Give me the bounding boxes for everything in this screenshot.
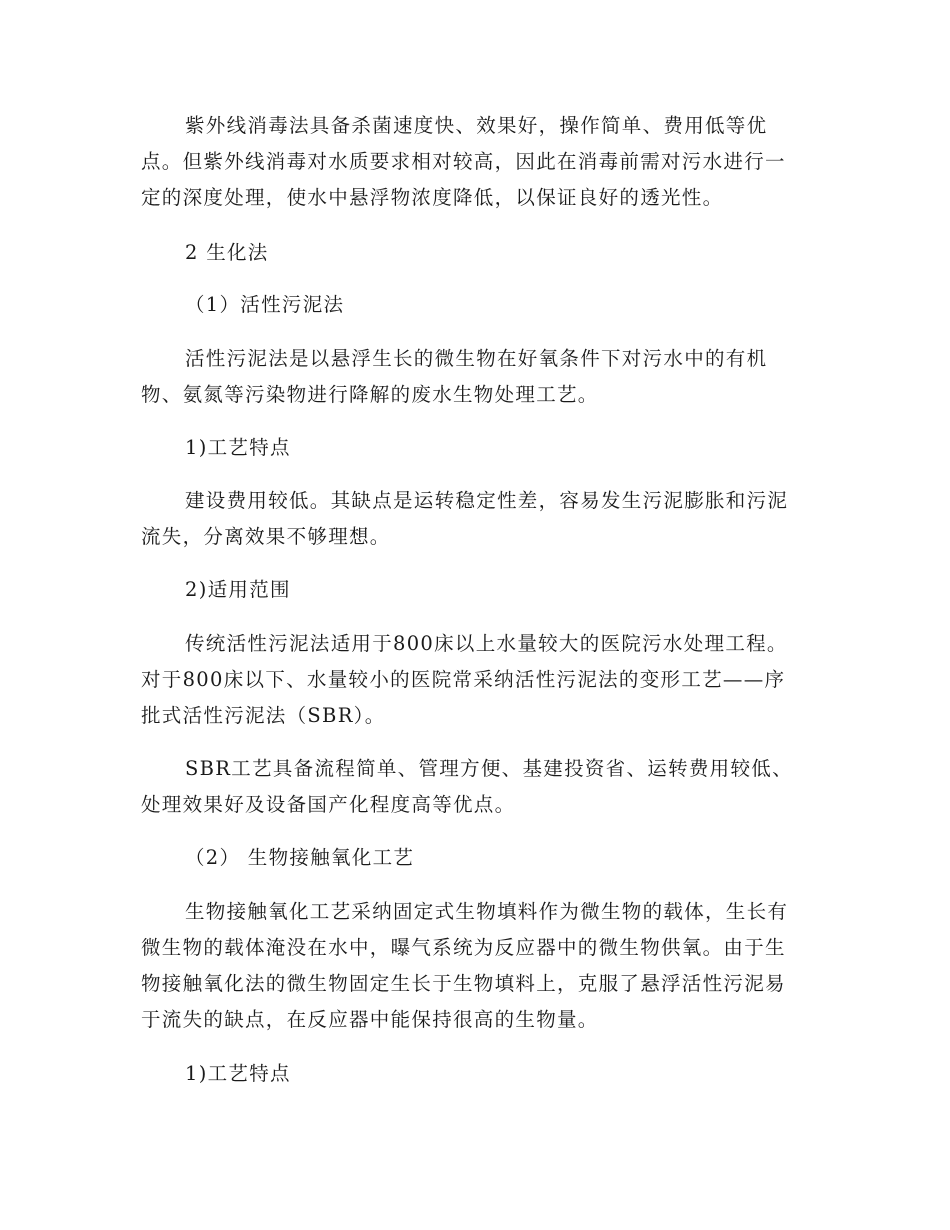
paragraph-sbr: SBR工艺具备流程简单、管理方便、基建投资省、运转费用较低、处理效果好及设备国产化程度高等优点。: [141, 757, 793, 816]
paragraph-contact-oxidation: 生物接触氧化工艺采纳固定式生物填料作为微生物的载体，生长有微生物的载体淹没在水中，曝气系统为反应器中的微生物供氧。由于生物接触氧化法的微生物固定生长于生物填料上，克服了悬浮活性污泥易于流失的缺点，在反应器中能保持很高的生物量。: [141, 900, 789, 1031]
heading-process-features-2: 1)工艺特点: [185, 1062, 291, 1085]
paragraph-process-features: 建设费用较低。其缺点是运转稳定性差，容易发生污泥膨胀和污泥流失，分离效果不够理想。: [141, 489, 789, 548]
paragraph-uv-disinfection: 紫外线消毒法具备杀菌速度快、效果好，操作简单、费用低等优点。但紫外线消毒对水质要求相对较高，因此在消毒前需对污水进行一定的深度处理，使水中悬浮物浓度降低，以保证良好的透光性。: [141, 114, 786, 209]
heading-scope: 2)适用范围: [185, 578, 291, 601]
heading-process-features-1: 1)工艺特点: [185, 436, 291, 459]
paragraph-scope: 传统活性污泥法适用于800床以上水量较大的医院污水处理工程。对于800床以下、水量较小的医院常采纳活性污泥法的变形工艺——序批式活性污泥法（SBR）。: [141, 632, 788, 727]
heading-activated-sludge: （1）活性污泥法: [185, 293, 345, 316]
heading-biochemical-method: 2 生化法: [185, 241, 269, 264]
heading-contact-oxidation: （2） 生物接触氧化工艺: [185, 846, 415, 869]
paragraph-activated-sludge-definition: 活性污泥法是以悬浮生长的微生物在好氧条件下对污水中的有机物、氨氮等污染物进行降解的废水生物处理工艺。: [141, 347, 768, 406]
